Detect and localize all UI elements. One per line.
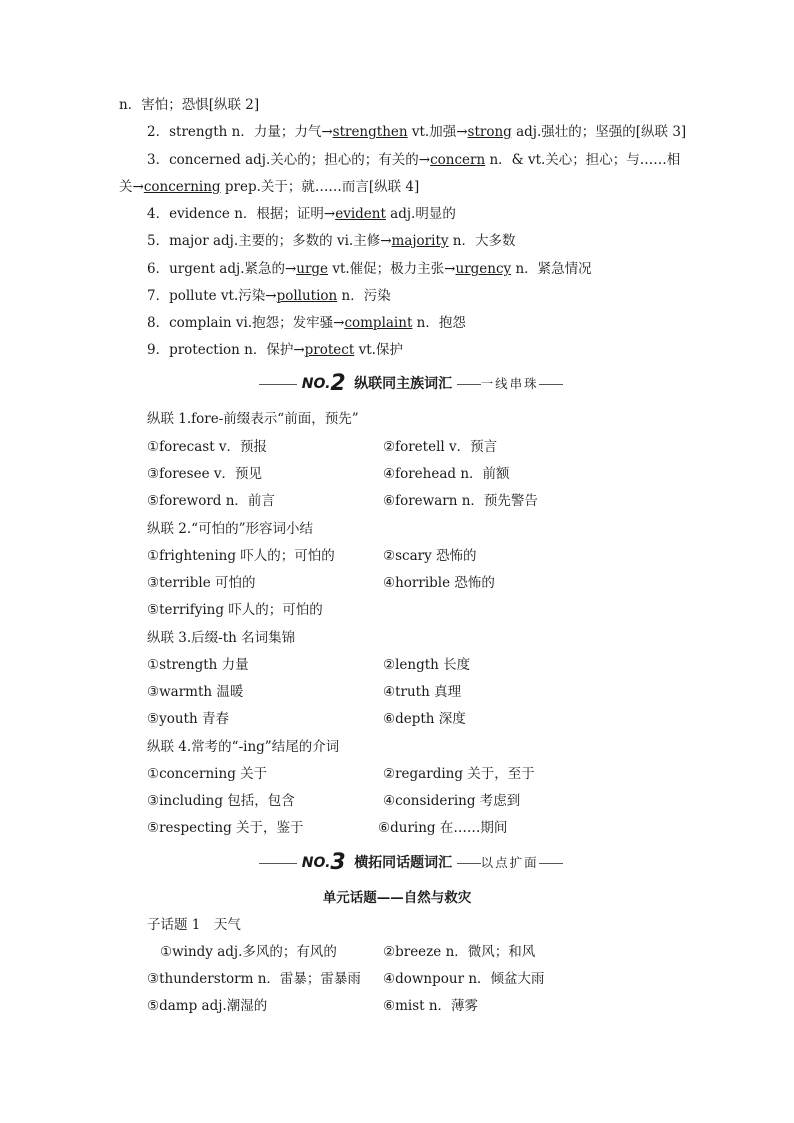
list-item: ⑥forewarn n．预先警告 <box>383 493 538 509</box>
line-text: 5．major adj.主要的；多数的 vi.主修→ <box>147 233 392 249</box>
word-line-1-cont <box>119 96 259 114</box>
blank-answer: urge <box>296 261 329 277</box>
topic-title: 单元话题——自然与救灾 <box>322 890 472 906</box>
line-text: 6．urgent adj.紧急的→ <box>147 261 297 277</box>
list-item: ②regarding 关于，至于 <box>383 766 535 782</box>
word-line-3-cont <box>119 178 419 196</box>
header-rule <box>539 863 563 864</box>
section-number: 2 <box>330 371 346 396</box>
header-rule <box>457 384 481 385</box>
line-text: 2．strength n．力量；力气→ <box>147 124 333 140</box>
section-number: 3 <box>330 850 346 875</box>
line-text: adj.明显的 <box>385 206 456 222</box>
blank-answer: strengthen <box>332 124 408 140</box>
group-heading-2: 纵联 2.“可怕的”形容词小结 <box>147 521 313 537</box>
section-no: NO. <box>301 855 331 871</box>
word-line-6 <box>147 260 592 278</box>
list-item: ③including 包括，包含 <box>147 793 295 809</box>
word-line-2 <box>147 123 686 141</box>
list-item: ①strength 力量 <box>147 657 249 673</box>
list-item: ①windy adj.多风的；有风的 <box>160 944 337 960</box>
section-subtitle: 一线串珠 <box>480 376 539 391</box>
list-item: ④truth 真理 <box>383 684 462 700</box>
list-item: ⑤respecting 关于，鉴于 <box>147 820 304 836</box>
line-text: 7．pollute vt.污染→ <box>147 288 277 304</box>
line-text: n．& vt.关心；担心；与……相 <box>485 152 681 168</box>
header-rule <box>259 863 297 864</box>
list-item: ①forecast v．预报 <box>147 439 268 455</box>
header-rule <box>259 384 297 385</box>
word-line-8 <box>147 314 466 332</box>
list-item: ⑤terrifying 吓人的；可怕的 <box>147 602 323 618</box>
list-item: ⑤youth 青春 <box>147 711 229 727</box>
line-text: n．紧急情况 <box>511 261 592 277</box>
header-rule <box>457 863 481 864</box>
blank-answer: concern <box>430 152 486 168</box>
line-text: 9．protection n．保护→ <box>147 342 305 358</box>
group-heading-3: 纵联 3.后缀-th 名词集锦 <box>147 630 296 646</box>
section-title: 横拓同话题词汇 <box>354 855 453 871</box>
list-item: ③foresee v．预见 <box>147 466 262 482</box>
blank-answer: concerning <box>143 179 221 195</box>
line-text: prep.关于；就……而言[纵联 4] <box>220 179 420 195</box>
list-item: ③thunderstorm n．雷暴；雷暴雨 <box>147 971 361 987</box>
blank-answer: complaint <box>344 315 413 331</box>
section-subtitle: 以点扩面 <box>480 855 539 870</box>
line-text: n．害怕；恐惧[纵联 2] <box>119 97 260 113</box>
line-text: n．污染 <box>337 288 391 304</box>
list-item: ③warmth 温暖 <box>147 684 244 700</box>
line-text: vt.加强→ <box>407 124 468 140</box>
blank-answer: urgency <box>455 261 512 277</box>
line-text: vt.催促；极力主张→ <box>328 261 456 277</box>
blank-answer: pollution <box>276 288 338 304</box>
blank-answer: protect <box>304 342 355 358</box>
line-text: 3．concerned adj.关心的；担心的；有关的→ <box>147 152 431 168</box>
word-line-7 <box>147 287 391 305</box>
line-text: 8．complain vi.抱怨；发牢骚→ <box>147 315 345 331</box>
line-text: 关→ <box>119 179 144 195</box>
line-text: n．大多数 <box>448 233 516 249</box>
list-item: ②breeze n．微风；和风 <box>383 944 536 960</box>
list-item: ②foretell v．预言 <box>383 439 498 455</box>
blank-answer: majority <box>391 233 449 249</box>
list-item: ④forehead n．前额 <box>383 466 510 482</box>
list-item: ③terrible 可怕的 <box>147 575 256 591</box>
list-item: ④horrible 恐怖的 <box>383 575 495 591</box>
list-item: ⑥mist n．薄雾 <box>383 998 479 1014</box>
word-line-9 <box>147 341 403 359</box>
group-heading-4: 纵联 4.常考的“-ing”结尾的介词 <box>147 739 340 755</box>
line-text: adj.强壮的；坚强的[纵联 3] <box>511 124 687 140</box>
section-header-3 <box>255 852 567 874</box>
list-item: ⑤foreword n．前言 <box>147 493 275 509</box>
list-item: ⑥depth 深度 <box>383 711 466 727</box>
list-item: ②scary 恐怖的 <box>383 548 477 564</box>
list-item: ④downpour n．倾盆大雨 <box>383 971 545 987</box>
blank-answer: evident <box>335 206 386 222</box>
section-header-2 <box>255 373 567 395</box>
subtopic-heading: 子话题 1 天气 <box>147 917 241 933</box>
word-line-3 <box>147 151 680 169</box>
header-rule <box>539 384 563 385</box>
list-item: ②length 长度 <box>383 657 471 673</box>
line-text: vt.保护 <box>354 342 403 358</box>
word-line-5 <box>147 232 516 250</box>
word-line-4 <box>147 205 456 223</box>
list-item: ⑤damp adj.潮湿的 <box>147 998 268 1014</box>
list-item: ①concerning 关于 <box>147 766 268 782</box>
section-title: 纵联同主族词汇 <box>354 376 453 392</box>
blank-answer: strong <box>467 124 512 140</box>
line-text: 4．evidence n．根据；证明→ <box>147 206 336 222</box>
section-no: NO. <box>301 376 331 392</box>
list-item: ⑥during 在……期间 <box>378 820 508 836</box>
list-item: ④considering 考虑到 <box>383 793 521 809</box>
list-item: ①frightening 吓人的；可怕的 <box>147 548 335 564</box>
line-text: n．抱怨 <box>412 315 466 331</box>
group-heading-1: 纵联 1.fore-前缀表示“前面，预先” <box>147 411 359 427</box>
